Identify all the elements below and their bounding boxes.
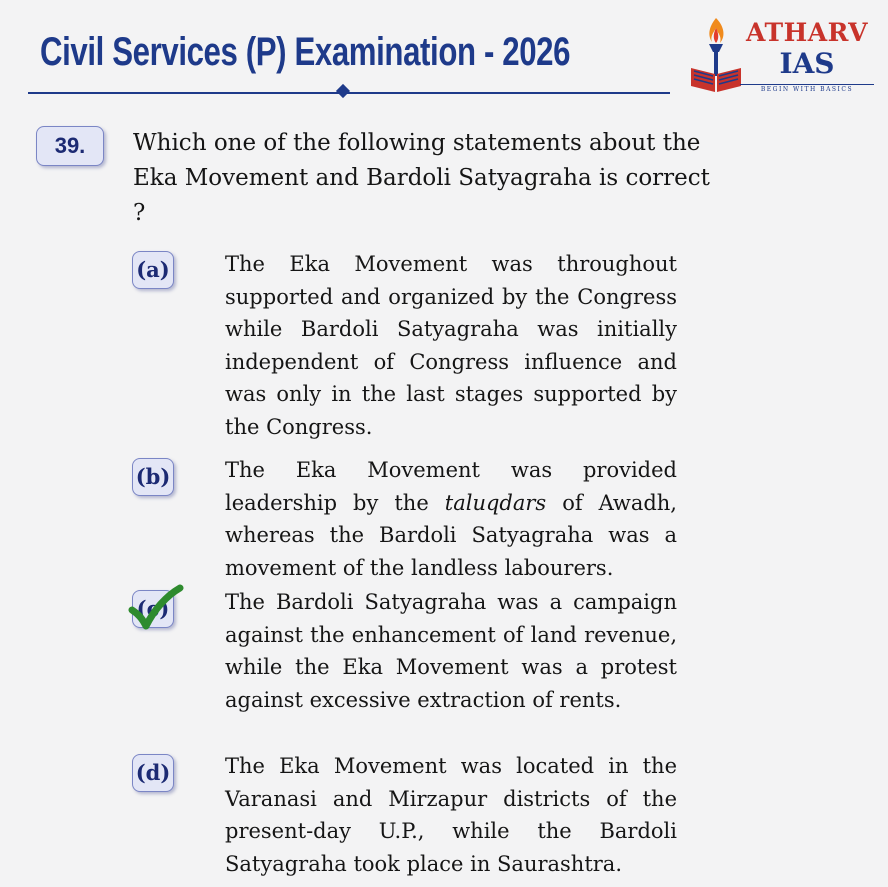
checkmark-icon xyxy=(128,584,184,632)
option-b-badge: (b) xyxy=(132,458,174,496)
option-c-badge: (c) xyxy=(132,590,174,628)
question-number-badge: 39. xyxy=(36,126,104,166)
atharv-ias-logo xyxy=(688,14,878,96)
exam-title: Civil Services (P) Examination - 2026 xyxy=(40,30,571,74)
option-b-italic-term: taluqdars xyxy=(444,490,547,515)
option-b-text-start: The Eka Movement was provided leadership by the xyxy=(225,458,677,515)
logo-tagline: BEGIN WITH BASICS xyxy=(740,84,874,93)
option-a-badge: (a) xyxy=(132,251,174,289)
logo-subtitle: IAS xyxy=(779,47,835,80)
option-d-badge: (d) xyxy=(132,754,174,792)
option-d-text: The Eka Movement was located in the Varanasi and Mirzapur districts of the present-day U.P., while the Bardoli Satyagraha took place in Saurashtra. xyxy=(225,754,677,876)
option-b-text-end: of Awadh, whereas the Bardoli Satyagraha was a movement of the landless labourers. xyxy=(225,490,677,580)
question-text: Which one of the following statements about the Eka Movement and Bardoli Satyagraha is correct ? xyxy=(133,130,710,226)
option-a-text: The Eka Movement was throughout supported and organized by the Congress while Bardoli Satyagraha was initially independent of Congress influence and was only in the last stages supported by the Congress. xyxy=(225,252,677,439)
option-c-text: The Bardoli Satyagraha was a campaign against the enhancement of land revenue, while the Eka Movement was a protest against excessive extraction of rents. xyxy=(225,590,677,712)
divider-diamond xyxy=(336,84,350,98)
torch-book-icon xyxy=(688,16,744,94)
option-b-text xyxy=(225,454,677,584)
logo-name: ATHARV xyxy=(746,18,868,47)
header-divider xyxy=(28,92,670,94)
